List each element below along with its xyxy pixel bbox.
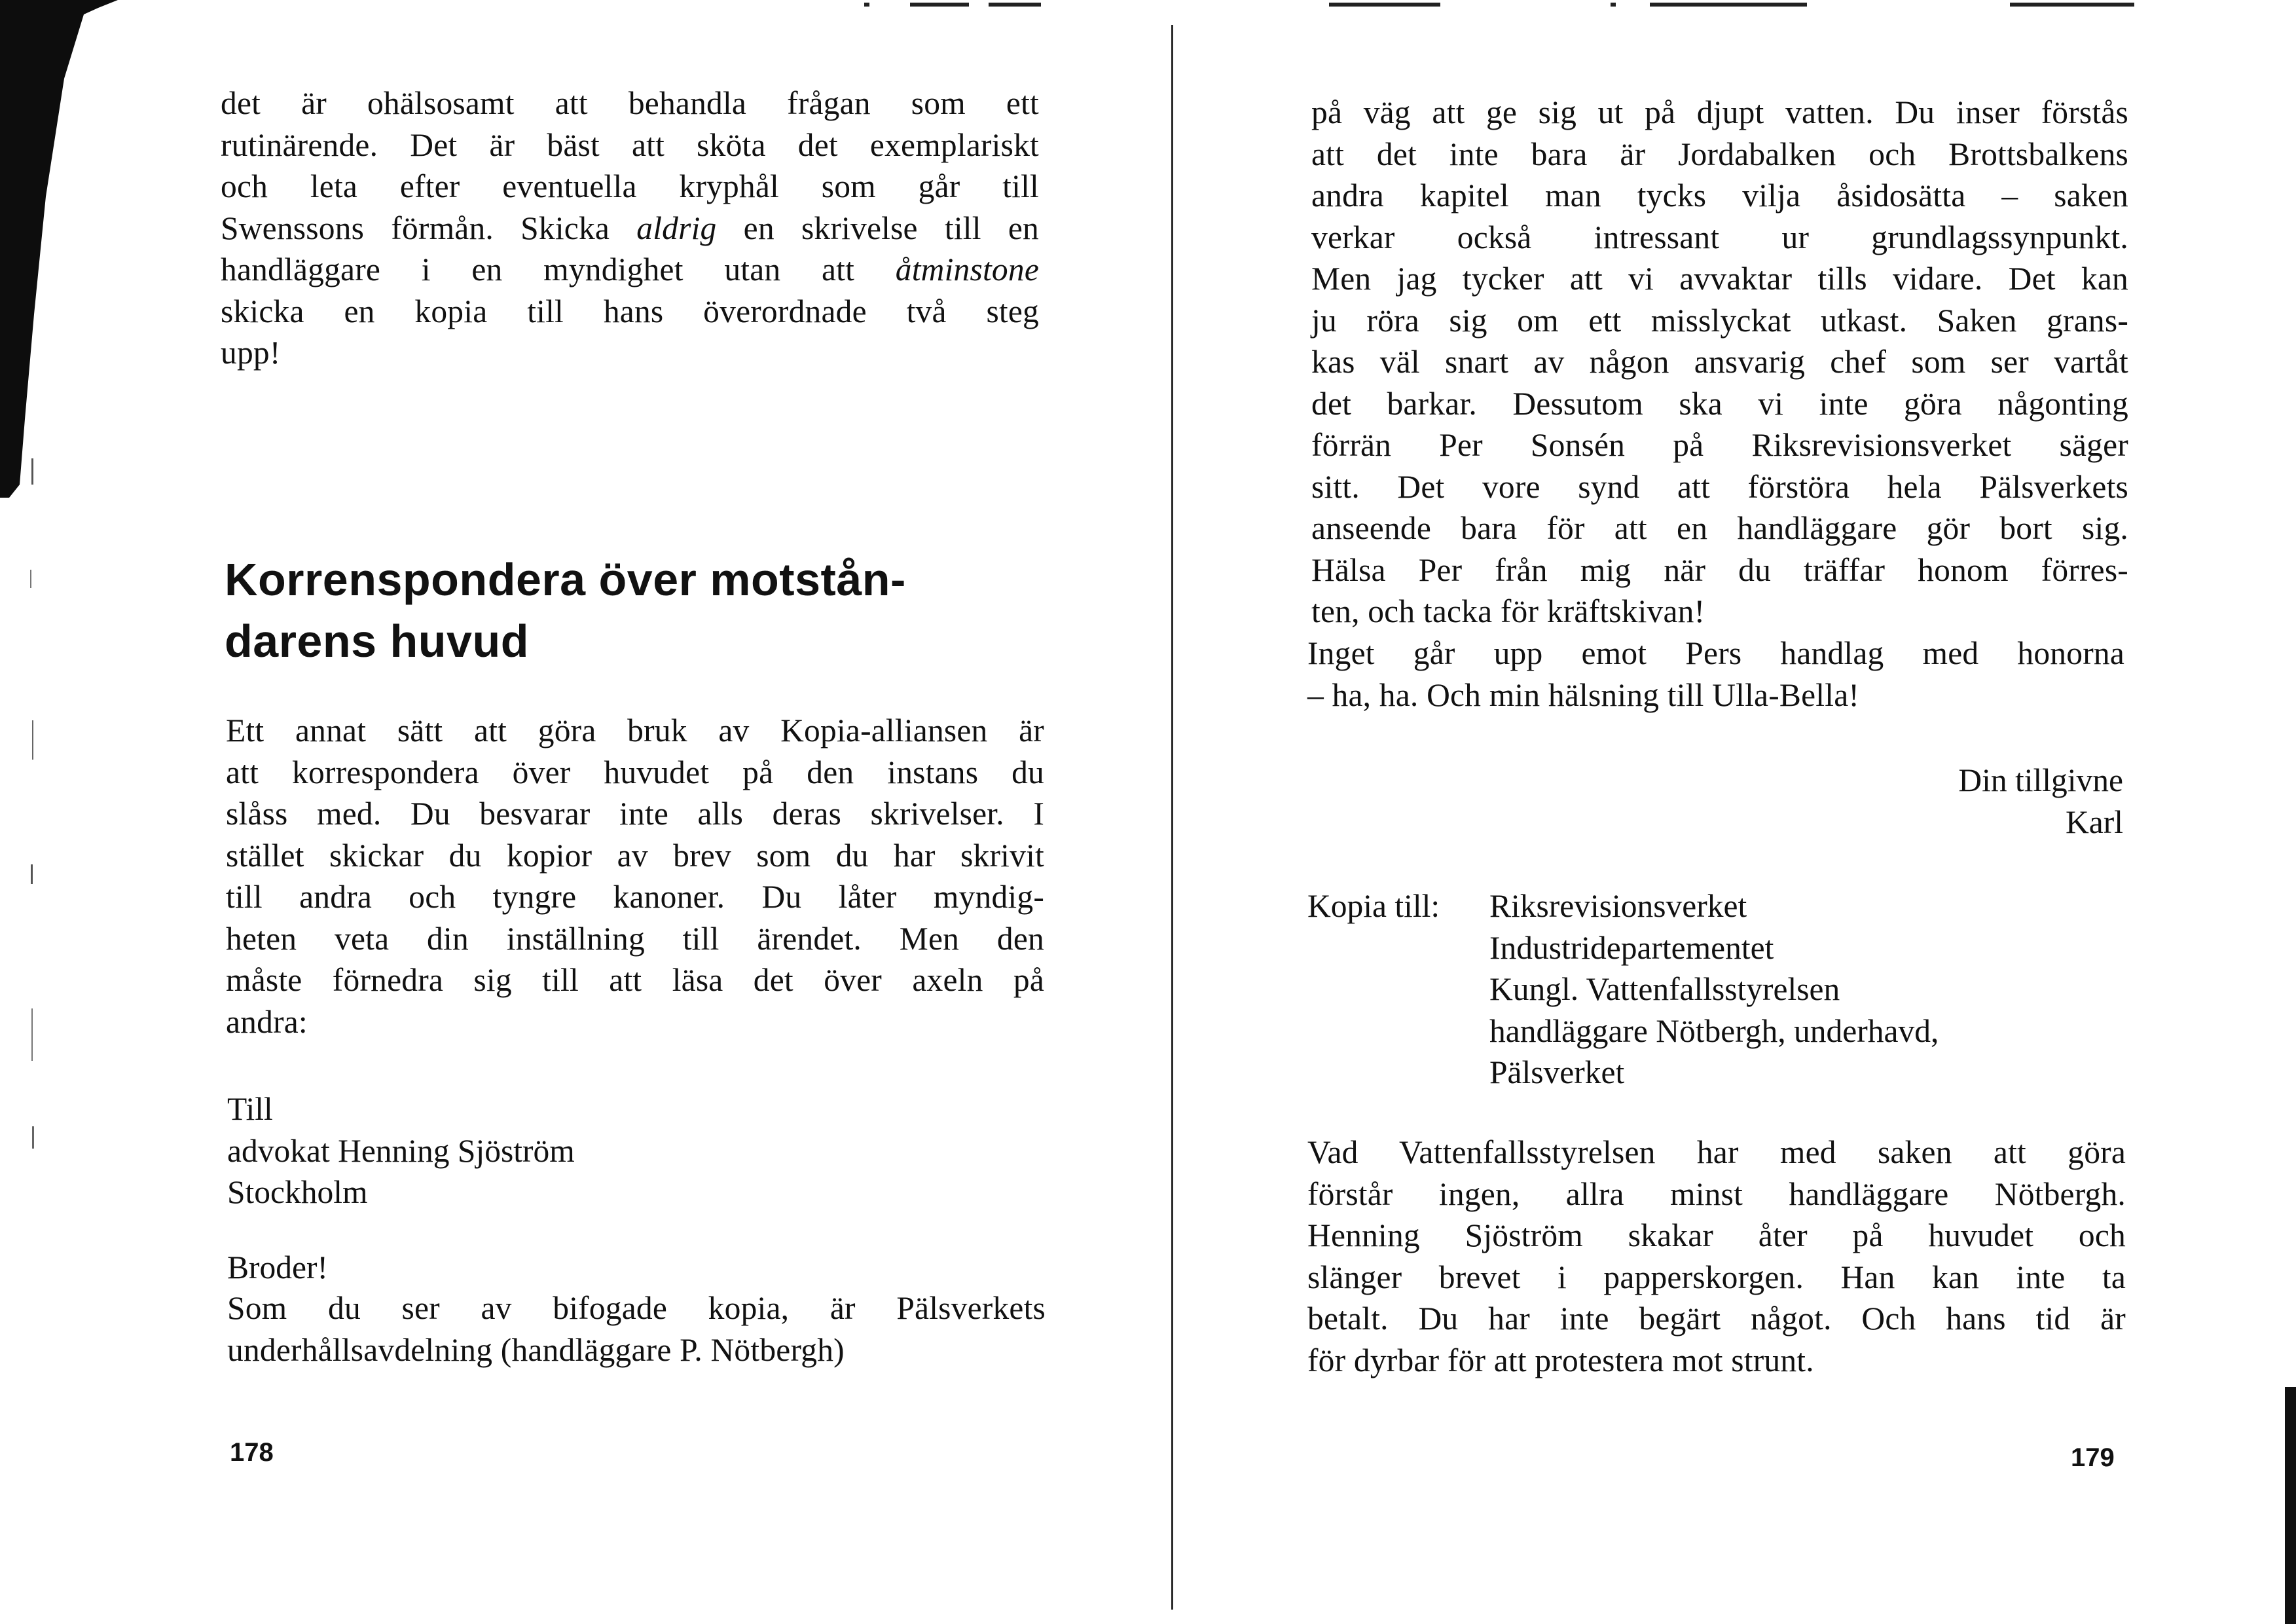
text-line: att det inte bara är Jordabalken och Brottsbalkens: [1311, 136, 2128, 172]
text-line: heten veta din inställning till ärendet. Men den: [226, 920, 1044, 957]
text-line: Swenssons förmån. Skicka aldrig en skrivelse till en: [221, 210, 1040, 246]
text-line: – ha, ha. Och min hälsning till Ulla-Bella!: [1307, 676, 1860, 713]
text-line: slänger brevet i papperskorgen. Han kan inte ta: [1307, 1259, 2126, 1295]
scan-specks: [26, 445, 46, 1166]
text-line: det barkar. Dessutom ska vi inte göra någonting: [1311, 385, 2128, 422]
emphasis: aldrig: [636, 210, 717, 246]
scan-edge-shadow: [0, 0, 118, 498]
text-line: rutinärende. Det är bäst att sköta det exemplariskt: [221, 126, 1039, 163]
right-page: [1307, 0, 2126, 1624]
text-line: stället skickar du kopior av brev som du har skrivit: [226, 837, 1044, 874]
recipient: handläggare Nötbergh, underhavd,: [1489, 1012, 1939, 1049]
heading-line: darens huvud: [225, 616, 529, 667]
text-line: Men jag tycker att vi avvaktar tills vidare. Det kan: [1311, 261, 2128, 297]
letter-salutation: [227, 1247, 328, 1289]
page-number: 178: [230, 1438, 274, 1467]
text-line: på väg att ge sig ut på djupt vatten. Du inser förstås: [1311, 94, 2128, 130]
text-line: sitt. Det vore synd att förstöra hela Pälsverkets: [1311, 468, 2128, 505]
text-line: underhållsavdelning (handläggare P. Nötbergh): [227, 1331, 845, 1368]
text-line: anseende bara för att en handläggare gör bort sig.: [1311, 510, 2128, 546]
left-paragraph-2: [226, 710, 1044, 1043]
text-line: förstår ingen, allra minst handläggare Nötbergh.: [1307, 1175, 2126, 1212]
book-gutter: [1171, 25, 1173, 1610]
text-line: betalt. Du har inte begärt något. Och hans tid är: [1307, 1301, 2126, 1337]
recipient: Kungl. Vattenfallsstyrelsen: [1489, 971, 1840, 1007]
text-line: Som du ser av bifogade kopia, är Pälsverkets: [227, 1290, 1046, 1326]
text-line: att korrespondera över huvudet på den instans du: [226, 754, 1044, 790]
letter-address: [227, 1088, 575, 1213]
text-line: Inget går upp emot Pers handlag med honorna: [1307, 635, 2124, 671]
signoff-name: Karl: [2066, 803, 2123, 840]
text-line: slåss med. Du besvarar inte alls deras skrivelser. I: [226, 796, 1044, 832]
left-paragraph-3: [227, 1287, 1046, 1371]
text-line: upp!: [221, 335, 281, 371]
letter-signoff: [1766, 760, 2123, 843]
text-line: förrän Per Sonsén på Riksrevisionsverket säger: [1311, 427, 2128, 463]
page-number: 179: [2071, 1443, 2115, 1472]
salutation-line: Broder!: [227, 1249, 328, 1285]
copy-list-label: Kopia till:: [1307, 888, 1440, 924]
signoff-line: Din tillgivne: [1958, 762, 2123, 798]
copy-list: [1307, 885, 2126, 1101]
text-line: kas väl snart av någon ansvarig chef som ser vartåt: [1311, 344, 2128, 380]
text-line: för dyrbar för att protestera mot strunt.: [1307, 1342, 1814, 1378]
text-line: Ett annat sätt att göra bruk av Kopia-alliansen är: [226, 712, 1044, 748]
text-line: och leta efter eventuella kryphål som går till: [221, 168, 1039, 204]
text-line: ten, och tacka för kräftskivan!: [1311, 593, 1705, 629]
text-line: Vad Vattenfallsstyrelsen har med saken att göra: [1307, 1134, 2126, 1170]
recipient: Industridepartementet: [1489, 929, 1774, 966]
text-line: Henning Sjöström skakar åter på huvudet och: [1307, 1217, 2126, 1253]
text-line: andra kapitel man tycks vilja åsidosätta – saken: [1311, 177, 2128, 213]
text-line: det är ohälsosamt att behandla frågan som ett: [221, 85, 1039, 121]
text-line: måste förnedra sig till att läsa det över axeln på: [226, 962, 1044, 998]
text-line: Hälsa Per från mig när du träffar honom förres-: [1311, 551, 2128, 588]
address-line: Till: [227, 1091, 273, 1127]
text-line: andra:: [226, 1003, 308, 1040]
text-line: verkar också intressant ur grundlagssynpunkt.: [1311, 219, 2128, 255]
text-line: skicka en kopia till hans överordnade två steg: [221, 293, 1039, 329]
right-paragraph-1: [1311, 92, 2128, 633]
address-line: advokat Henning Sjöström: [227, 1132, 575, 1169]
right-paragraph-2: [1307, 633, 2124, 716]
left-paragraph-1: [221, 83, 1039, 374]
section-heading: [225, 549, 1056, 672]
address-line: Stockholm: [227, 1174, 368, 1210]
right-paragraph-3: [1307, 1132, 2126, 1381]
text-line: ju röra sig om ett misslyckat utkast. Saken grans-: [1311, 302, 2128, 339]
recipient: Riksrevisionsverket: [1489, 888, 1747, 924]
recipient: Pälsverket: [1489, 1054, 1625, 1090]
copy-list-recipients: [1489, 885, 1939, 1094]
emphasis: åtminstone: [895, 251, 1039, 287]
heading-line: Korrenspondera över motstån-: [225, 554, 906, 605]
left-page: [221, 0, 1052, 1624]
text-line: handläggare i en myndighet utan att åtminstone: [221, 251, 1039, 287]
scan-edge-shadow-right: [2285, 1387, 2296, 1624]
text-line: till andra och tyngre kanoner. Du låter myndig-: [226, 879, 1044, 915]
